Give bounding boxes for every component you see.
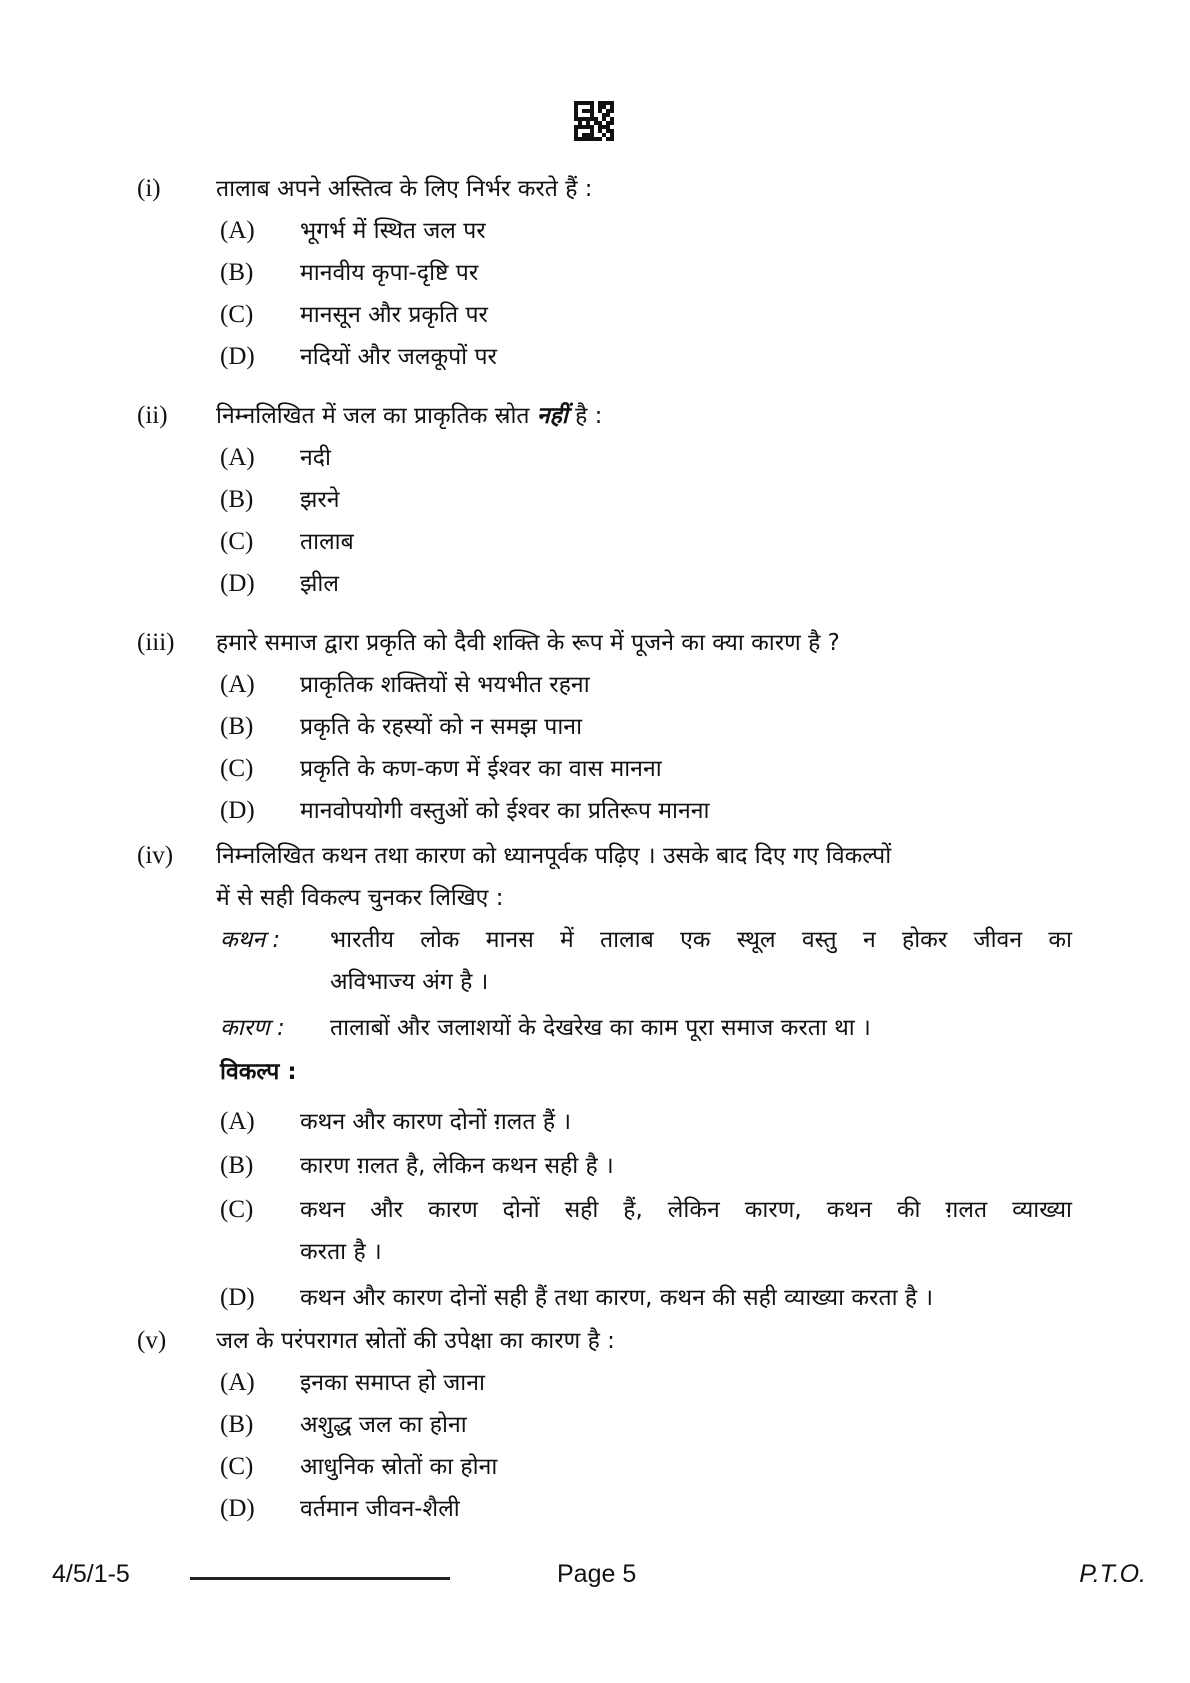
option-text: नदियों और जलकूपों पर [300, 344, 497, 370]
option-a[interactable] [216, 437, 1072, 479]
option-c[interactable] [216, 748, 1072, 790]
option-c[interactable] [216, 294, 1072, 336]
option-label: (A) [220, 444, 255, 471]
question-text-before: निम्नलिखित में जल का प्राकृतिक स्रोत [216, 403, 530, 429]
option-text: कारण ग़लत है, लेकिन कथन सही है । [300, 1153, 614, 1179]
reason-label: कारण : [220, 1015, 285, 1041]
option-c[interactable] [216, 1446, 1072, 1488]
question-number: (i) [137, 175, 161, 202]
question-text [216, 395, 1072, 437]
option-text: प्रकृति के रहस्यों को न समझ पाना [300, 714, 583, 740]
option-label: (C) [220, 755, 254, 782]
question-text-after: है : [575, 403, 603, 429]
option-d[interactable] [216, 1488, 1072, 1530]
option-b[interactable] [216, 1404, 1072, 1446]
assertion-line1: भारतीय लोक मानस में तालाब एक स्थूल वस्तु न होकर जीवन का [330, 927, 1072, 953]
option-d[interactable] [216, 790, 1072, 832]
option-label: (B) [220, 1152, 254, 1179]
qr-code-icon [574, 101, 614, 141]
option-text: वर्तमान जीवन-शैली [300, 1496, 460, 1522]
option-text: आधुनिक स्रोतों का होना [300, 1454, 498, 1480]
option-text: कथन और कारण दोनों ग़लत हैं । [300, 1109, 572, 1135]
option-b[interactable] [216, 479, 1072, 521]
assertion-label: कथन : [220, 927, 281, 953]
question-emphasis: नहीं [536, 403, 568, 429]
question-text-line1: निम्नलिखित कथन तथा कारण को ध्यानपूर्वक पढ़िए । उसके बाद दिए गए विकल्पों [216, 843, 892, 869]
option-a[interactable] [216, 1101, 1072, 1143]
option-text: मानवीय कृपा-दृष्टि पर [300, 260, 479, 286]
option-label: (C) [220, 301, 254, 328]
option-d[interactable] [216, 336, 1072, 378]
option-label: (C) [220, 528, 254, 555]
option-text: अशुद्ध जल का होना [300, 1412, 467, 1438]
option-label: (B) [220, 713, 254, 740]
question-text-line2: में से सही विकल्प चुनकर लिखिए : [216, 885, 504, 911]
option-c[interactable] [216, 521, 1072, 563]
option-text: इनका समाप्त हो जाना [300, 1370, 485, 1396]
paper-code: 4/5/1-5 [52, 1560, 130, 1588]
option-text: प्रकृति के कण-कण में ईश्वर का वास मानना [300, 756, 662, 782]
option-label: (A) [220, 1108, 255, 1135]
question-text: जल के परंपरागत स्रोतों की उपेक्षा का कारण है : [216, 1328, 615, 1354]
reason-text: तालाबों और जलाशयों के देखरेख का काम पूरा समाज करता था । [330, 1015, 871, 1041]
please-turn-over: P.T.O. [1079, 1560, 1146, 1588]
option-text: भूगर्भ में स्थित जल पर [300, 218, 486, 244]
option-a[interactable] [216, 210, 1072, 252]
option-label: (D) [220, 1495, 255, 1522]
option-c[interactable] [216, 1189, 1072, 1273]
option-label: (C) [220, 1196, 254, 1223]
option-text: प्राकृतिक शक्तियों से भयभीत रहना [300, 672, 590, 698]
option-label: (D) [220, 570, 255, 597]
option-text-line2: करता है । [300, 1239, 382, 1265]
option-label: (A) [220, 1369, 255, 1396]
option-text-line1: कथन और कारण दोनों सही हैं, लेकिन कारण, कथन की ग़लत व्याख्या [300, 1197, 1072, 1223]
option-label: (B) [220, 486, 254, 513]
assertion-line2: अविभाज्य अंग है । [330, 969, 489, 995]
question-text: तालाब अपने अस्तित्व के लिए निर्भर करते हैं : [216, 176, 593, 202]
option-a[interactable] [216, 1362, 1072, 1404]
option-label: (A) [220, 217, 255, 244]
option-label: (C) [220, 1453, 254, 1480]
footer-divider [190, 1577, 450, 1580]
option-d[interactable] [216, 563, 1072, 605]
option-label: (B) [220, 259, 254, 286]
option-a[interactable] [216, 664, 1072, 706]
question-number: (iv) [137, 842, 174, 869]
options-heading: विकल्प : [220, 1059, 297, 1085]
option-label: (B) [220, 1411, 254, 1438]
option-text: तालाब [300, 529, 354, 555]
option-d[interactable] [216, 1277, 1072, 1319]
option-text: नदी [300, 445, 331, 471]
option-label: (D) [220, 1284, 255, 1311]
question-number: (v) [137, 1327, 167, 1354]
option-text: कथन और कारण दोनों सही हैं तथा कारण, कथन की सही व्याख्या करता है । [300, 1285, 934, 1311]
option-text: झरने [300, 487, 340, 513]
question-number: (iii) [137, 629, 175, 656]
option-text: झील [300, 571, 339, 597]
option-text: मानसून और प्रकृति पर [300, 302, 488, 328]
option-b[interactable] [216, 706, 1072, 748]
option-b[interactable] [216, 1145, 1072, 1187]
option-label: (A) [220, 671, 255, 698]
question-number: (ii) [137, 402, 168, 429]
page-footer [0, 1560, 1190, 1600]
option-b[interactable] [216, 252, 1072, 294]
question-text: हमारे समाज द्वारा प्रकृति को दैवी शक्ति के रूप में पूजने का क्या कारण है ? [216, 630, 840, 656]
option-label: (D) [220, 797, 255, 824]
page-number: Page 5 [557, 1560, 637, 1588]
option-text: मानवोपयोगी वस्तुओं को ईश्वर का प्रतिरूप मानना [300, 798, 710, 824]
option-label: (D) [220, 343, 255, 370]
